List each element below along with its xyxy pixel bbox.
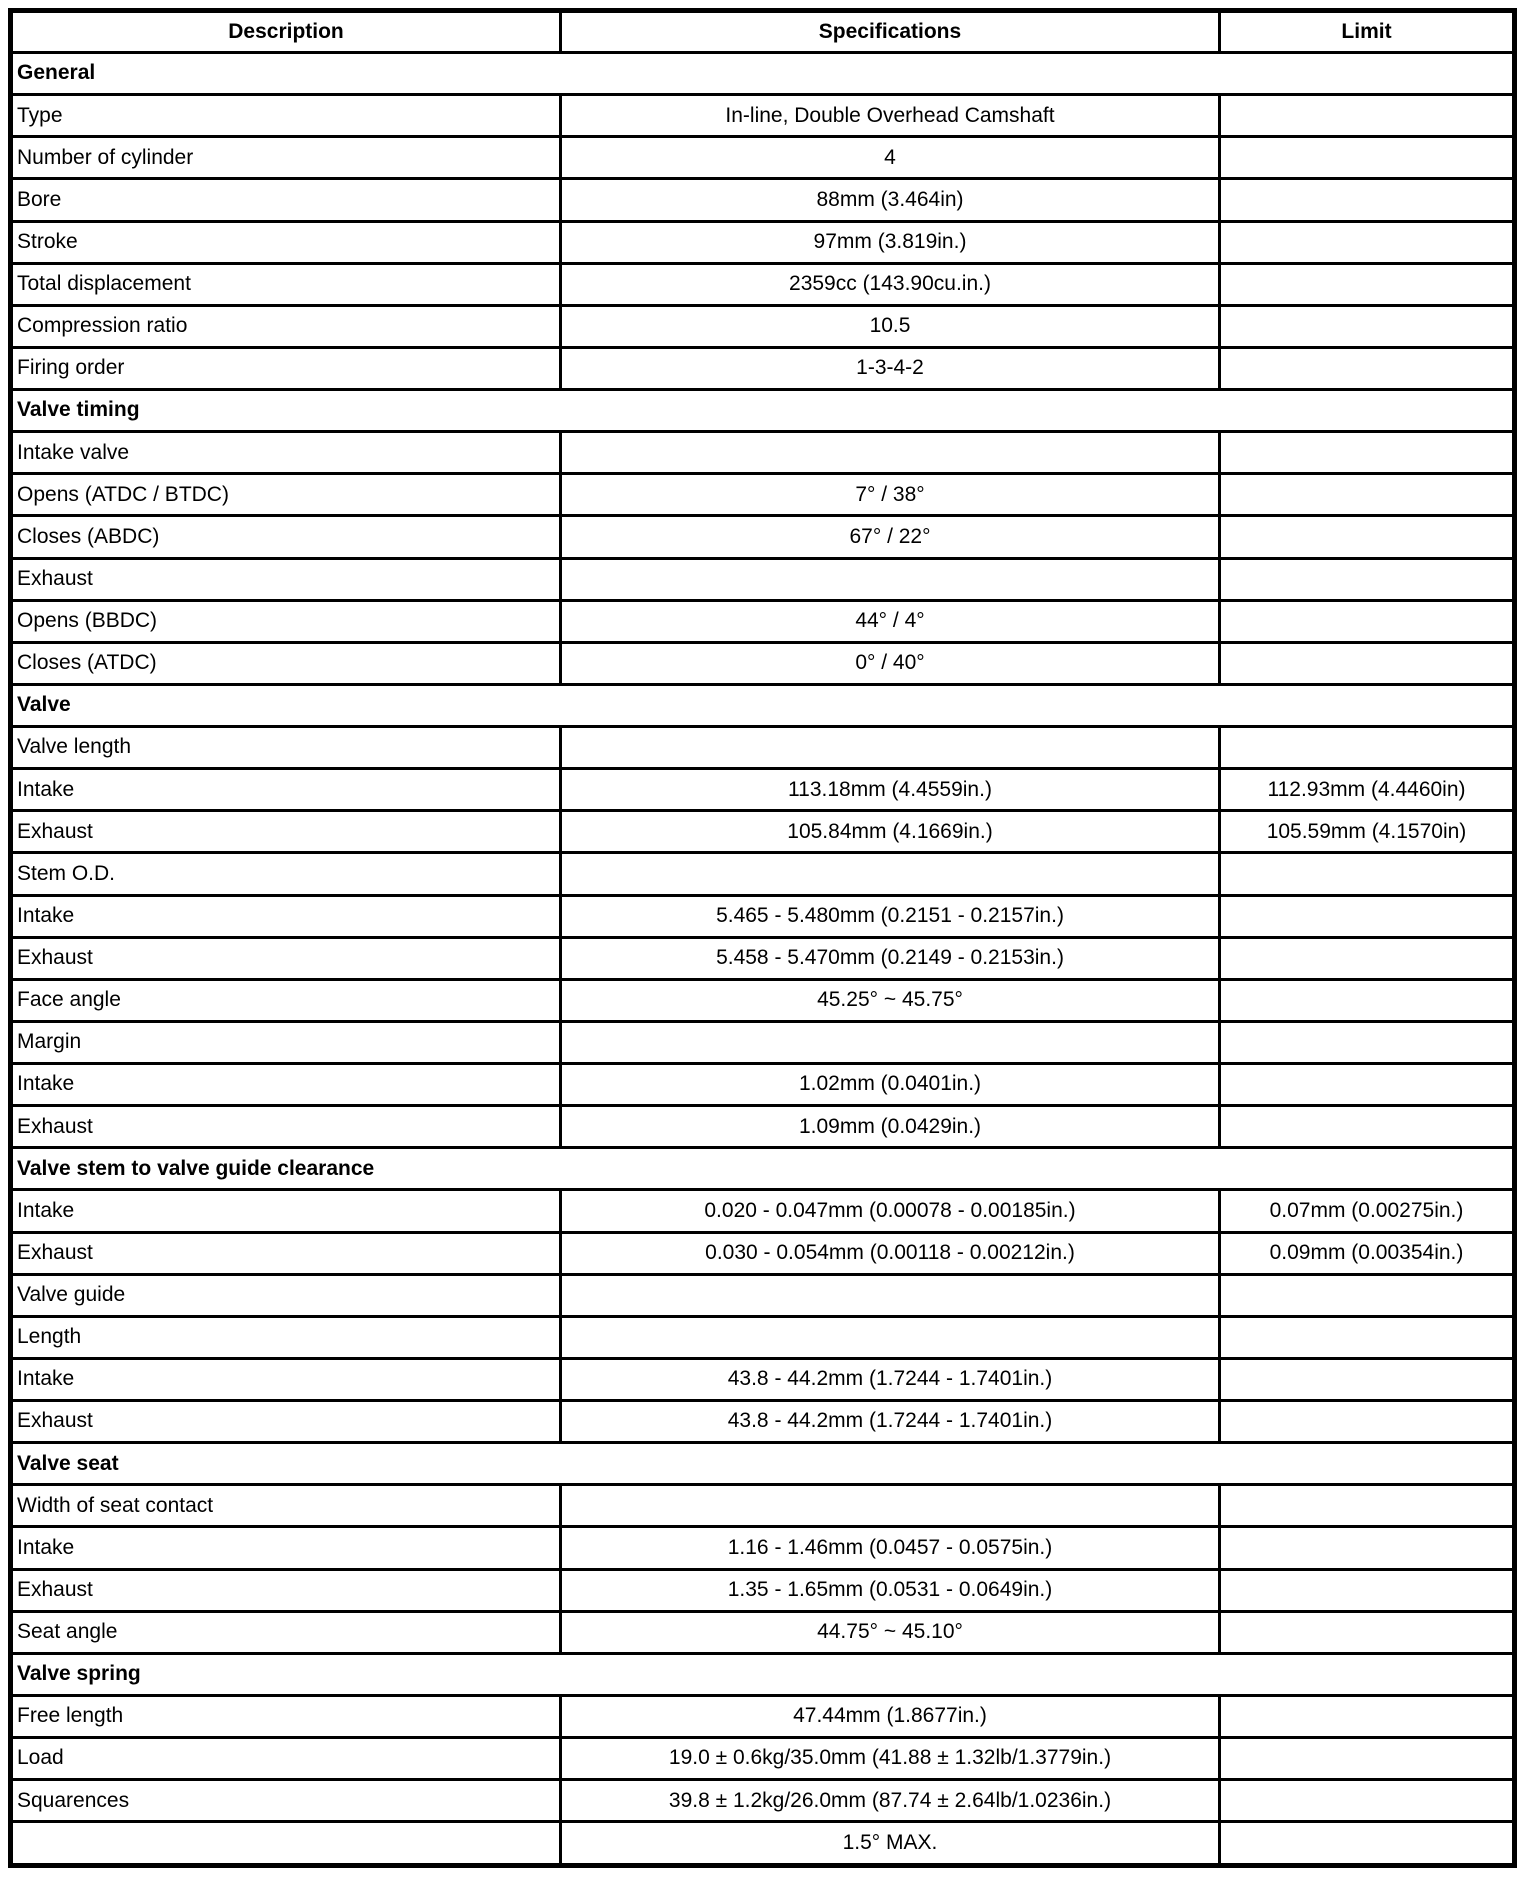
- table-row: [11, 1064, 1515, 1106]
- spec-cell: 39.8 ± 1.2kg/26.0mm (87.74 ± 2.64lb/1.0236in.): [561, 1780, 1220, 1822]
- spec-cell: 105.84mm (4.1669in.): [561, 811, 1220, 853]
- spec-cell: 1.02mm (0.0401in.): [561, 1064, 1220, 1106]
- table-row: [11, 1358, 1515, 1400]
- limit-cell: [1220, 305, 1515, 347]
- limit-cell: [1220, 1738, 1515, 1780]
- limit-cell: [1220, 853, 1515, 895]
- limit-cell: [1220, 1021, 1515, 1063]
- description-cell: Stem O.D.: [11, 853, 561, 895]
- spec-cell: 5.458 - 5.470mm (0.2149 - 0.2153in.): [561, 937, 1220, 979]
- table-row: [11, 811, 1515, 853]
- table-row: [11, 1190, 1515, 1232]
- spec-cell: 7° / 38°: [561, 474, 1220, 516]
- spec-cell: 43.8 - 44.2mm (1.7244 - 1.7401in.): [561, 1401, 1220, 1443]
- table-row: [11, 1738, 1515, 1780]
- spec-cell: 1.16 - 1.46mm (0.0457 - 0.0575in.): [561, 1527, 1220, 1569]
- spec-cell: [561, 1316, 1220, 1358]
- spec-cell: 43.8 - 44.2mm (1.7244 - 1.7401in.): [561, 1358, 1220, 1400]
- table-row: [11, 137, 1515, 179]
- description-cell: Opens (ATDC / BTDC): [11, 474, 561, 516]
- table-row: [11, 1527, 1515, 1569]
- spec-cell: 5.465 - 5.480mm (0.2151 - 0.2157in.): [561, 895, 1220, 937]
- limit-cell: [1220, 727, 1515, 769]
- spec-cell: 0.030 - 0.054mm (0.00118 - 0.00212in.): [561, 1232, 1220, 1274]
- spec-cell: 44.75° ~ 45.10°: [561, 1611, 1220, 1653]
- spec-cell: 44° / 4°: [561, 600, 1220, 642]
- spec-cell: [561, 1021, 1220, 1063]
- table-row: [11, 895, 1515, 937]
- limit-cell: [1220, 1527, 1515, 1569]
- col-header-description: Description: [11, 11, 561, 53]
- table-row: [11, 727, 1515, 769]
- limit-cell: [1220, 137, 1515, 179]
- limit-cell: [1220, 1274, 1515, 1316]
- section-row: [11, 1653, 1515, 1695]
- description-cell: Number of cylinder: [11, 137, 561, 179]
- section-row: [11, 1443, 1515, 1485]
- limit-cell: 105.59mm (4.1570in): [1220, 811, 1515, 853]
- table-row: [11, 95, 1515, 137]
- spec-cell: [561, 1485, 1220, 1527]
- table-row: [11, 1485, 1515, 1527]
- table-row: [11, 347, 1515, 389]
- description-cell: Bore: [11, 179, 561, 221]
- table-row: [11, 1569, 1515, 1611]
- description-cell: Closes (ABDC): [11, 516, 561, 558]
- limit-cell: [1220, 516, 1515, 558]
- section-row: [11, 53, 1515, 95]
- description-cell: Width of seat contact: [11, 1485, 561, 1527]
- description-cell: Exhaust: [11, 1569, 561, 1611]
- description-cell: Intake: [11, 1527, 561, 1569]
- spec-cell: 88mm (3.464in): [561, 179, 1220, 221]
- description-cell: Stroke: [11, 221, 561, 263]
- description-cell: Exhaust: [11, 811, 561, 853]
- limit-cell: [1220, 1106, 1515, 1148]
- description-cell: Valve length: [11, 727, 561, 769]
- limit-cell: [1220, 221, 1515, 263]
- description-cell: Face angle: [11, 979, 561, 1021]
- description-cell: Total displacement: [11, 263, 561, 305]
- col-header-limit: Limit: [1220, 11, 1515, 53]
- section-label: General: [11, 53, 1515, 95]
- table-row: [11, 179, 1515, 221]
- description-cell: Compression ratio: [11, 305, 561, 347]
- description-cell: Exhaust: [11, 1232, 561, 1274]
- description-cell: Intake valve: [11, 432, 561, 474]
- limit-cell: [1220, 432, 1515, 474]
- description-cell: Type: [11, 95, 561, 137]
- limit-cell: [1220, 263, 1515, 305]
- spec-cell: 45.25° ~ 45.75°: [561, 979, 1220, 1021]
- spec-cell: [561, 558, 1220, 600]
- table-row: [11, 1106, 1515, 1148]
- table-row: [11, 305, 1515, 347]
- description-cell: Intake: [11, 1064, 561, 1106]
- description-cell: Intake: [11, 769, 561, 811]
- spec-cell: 4: [561, 137, 1220, 179]
- description-cell: Intake: [11, 1358, 561, 1400]
- spec-cell: 1.5° MAX.: [561, 1822, 1220, 1866]
- spec-cell: 0° / 40°: [561, 642, 1220, 684]
- table-row: [11, 642, 1515, 684]
- table-row: [11, 1822, 1515, 1866]
- spec-cell: [561, 1274, 1220, 1316]
- table-body: [11, 53, 1515, 1866]
- spec-cell: 1.09mm (0.0429in.): [561, 1106, 1220, 1148]
- table-header-row: [11, 11, 1515, 53]
- limit-cell: [1220, 1822, 1515, 1866]
- section-label: Valve timing: [11, 390, 1515, 432]
- spec-cell: 67° / 22°: [561, 516, 1220, 558]
- table-row: [11, 432, 1515, 474]
- limit-cell: [1220, 600, 1515, 642]
- table-row: [11, 1316, 1515, 1358]
- description-cell: Exhaust: [11, 1106, 561, 1148]
- limit-cell: [1220, 979, 1515, 1021]
- table-row: [11, 937, 1515, 979]
- limit-cell: [1220, 179, 1515, 221]
- table-row: [11, 1232, 1515, 1274]
- table-row: [11, 221, 1515, 263]
- table-row: [11, 769, 1515, 811]
- limit-cell: [1220, 1358, 1515, 1400]
- section-row: [11, 684, 1515, 726]
- description-cell: Closes (ATDC): [11, 642, 561, 684]
- limit-cell: [1220, 642, 1515, 684]
- limit-cell: [1220, 1316, 1515, 1358]
- limit-cell: [1220, 1695, 1515, 1737]
- spec-cell: [561, 853, 1220, 895]
- description-cell: Load: [11, 1738, 561, 1780]
- spec-cell: 1-3-4-2: [561, 347, 1220, 389]
- spec-cell: [561, 432, 1220, 474]
- section-label: Valve stem to valve guide clearance: [11, 1148, 1515, 1190]
- description-cell: Free length: [11, 1695, 561, 1737]
- spec-cell: 113.18mm (4.4559in.): [561, 769, 1220, 811]
- col-header-specifications: Specifications: [561, 11, 1220, 53]
- limit-cell: [1220, 1780, 1515, 1822]
- spec-cell: 47.44mm (1.8677in.): [561, 1695, 1220, 1737]
- description-cell: Exhaust: [11, 558, 561, 600]
- limit-cell: [1220, 937, 1515, 979]
- description-cell: Squarences: [11, 1780, 561, 1822]
- section-row: [11, 390, 1515, 432]
- table-row: [11, 1401, 1515, 1443]
- spec-cell: 0.020 - 0.047mm (0.00078 - 0.00185in.): [561, 1190, 1220, 1232]
- table-row: [11, 474, 1515, 516]
- spec-cell: 19.0 ± 0.6kg/35.0mm (41.88 ± 1.32lb/1.3779in.): [561, 1738, 1220, 1780]
- limit-cell: 0.07mm (0.00275in.): [1220, 1190, 1515, 1232]
- section-label: Valve spring: [11, 1653, 1515, 1695]
- table-row: [11, 853, 1515, 895]
- description-cell: Valve guide: [11, 1274, 561, 1316]
- limit-cell: [1220, 95, 1515, 137]
- description-cell: Intake: [11, 1190, 561, 1232]
- limit-cell: [1220, 1569, 1515, 1611]
- limit-cell: [1220, 1401, 1515, 1443]
- description-cell: Exhaust: [11, 937, 561, 979]
- spec-cell: 1.35 - 1.65mm (0.0531 - 0.0649in.): [561, 1569, 1220, 1611]
- section-label: Valve: [11, 684, 1515, 726]
- table-row: [11, 516, 1515, 558]
- description-cell: Intake: [11, 895, 561, 937]
- description-cell: Exhaust: [11, 1401, 561, 1443]
- description-cell: Margin: [11, 1021, 561, 1063]
- spec-cell: 10.5: [561, 305, 1220, 347]
- table-row: [11, 1780, 1515, 1822]
- description-cell: Firing order: [11, 347, 561, 389]
- spec-table: [8, 8, 1517, 1868]
- spec-cell: 2359cc (143.90cu.in.): [561, 263, 1220, 305]
- limit-cell: [1220, 1485, 1515, 1527]
- section-row: [11, 1148, 1515, 1190]
- limit-cell: [1220, 347, 1515, 389]
- description-cell: Length: [11, 1316, 561, 1358]
- description-cell: Seat angle: [11, 1611, 561, 1653]
- limit-cell: 112.93mm (4.4460in): [1220, 769, 1515, 811]
- spec-cell: [561, 727, 1220, 769]
- spec-cell: In-line, Double Overhead Camshaft: [561, 95, 1220, 137]
- table-row: [11, 558, 1515, 600]
- description-cell: Opens (BBDC): [11, 600, 561, 642]
- spec-cell: 97mm (3.819in.): [561, 221, 1220, 263]
- table-row: [11, 1021, 1515, 1063]
- section-label: Valve seat: [11, 1443, 1515, 1485]
- description-cell: [11, 1822, 561, 1866]
- table-row: [11, 1611, 1515, 1653]
- table-row: [11, 1274, 1515, 1316]
- limit-cell: [1220, 474, 1515, 516]
- limit-cell: 0.09mm (0.00354in.): [1220, 1232, 1515, 1274]
- table-row: [11, 1695, 1515, 1737]
- limit-cell: [1220, 895, 1515, 937]
- table-row: [11, 979, 1515, 1021]
- limit-cell: [1220, 1611, 1515, 1653]
- table-row: [11, 263, 1515, 305]
- limit-cell: [1220, 558, 1515, 600]
- table-row: [11, 600, 1515, 642]
- limit-cell: [1220, 1064, 1515, 1106]
